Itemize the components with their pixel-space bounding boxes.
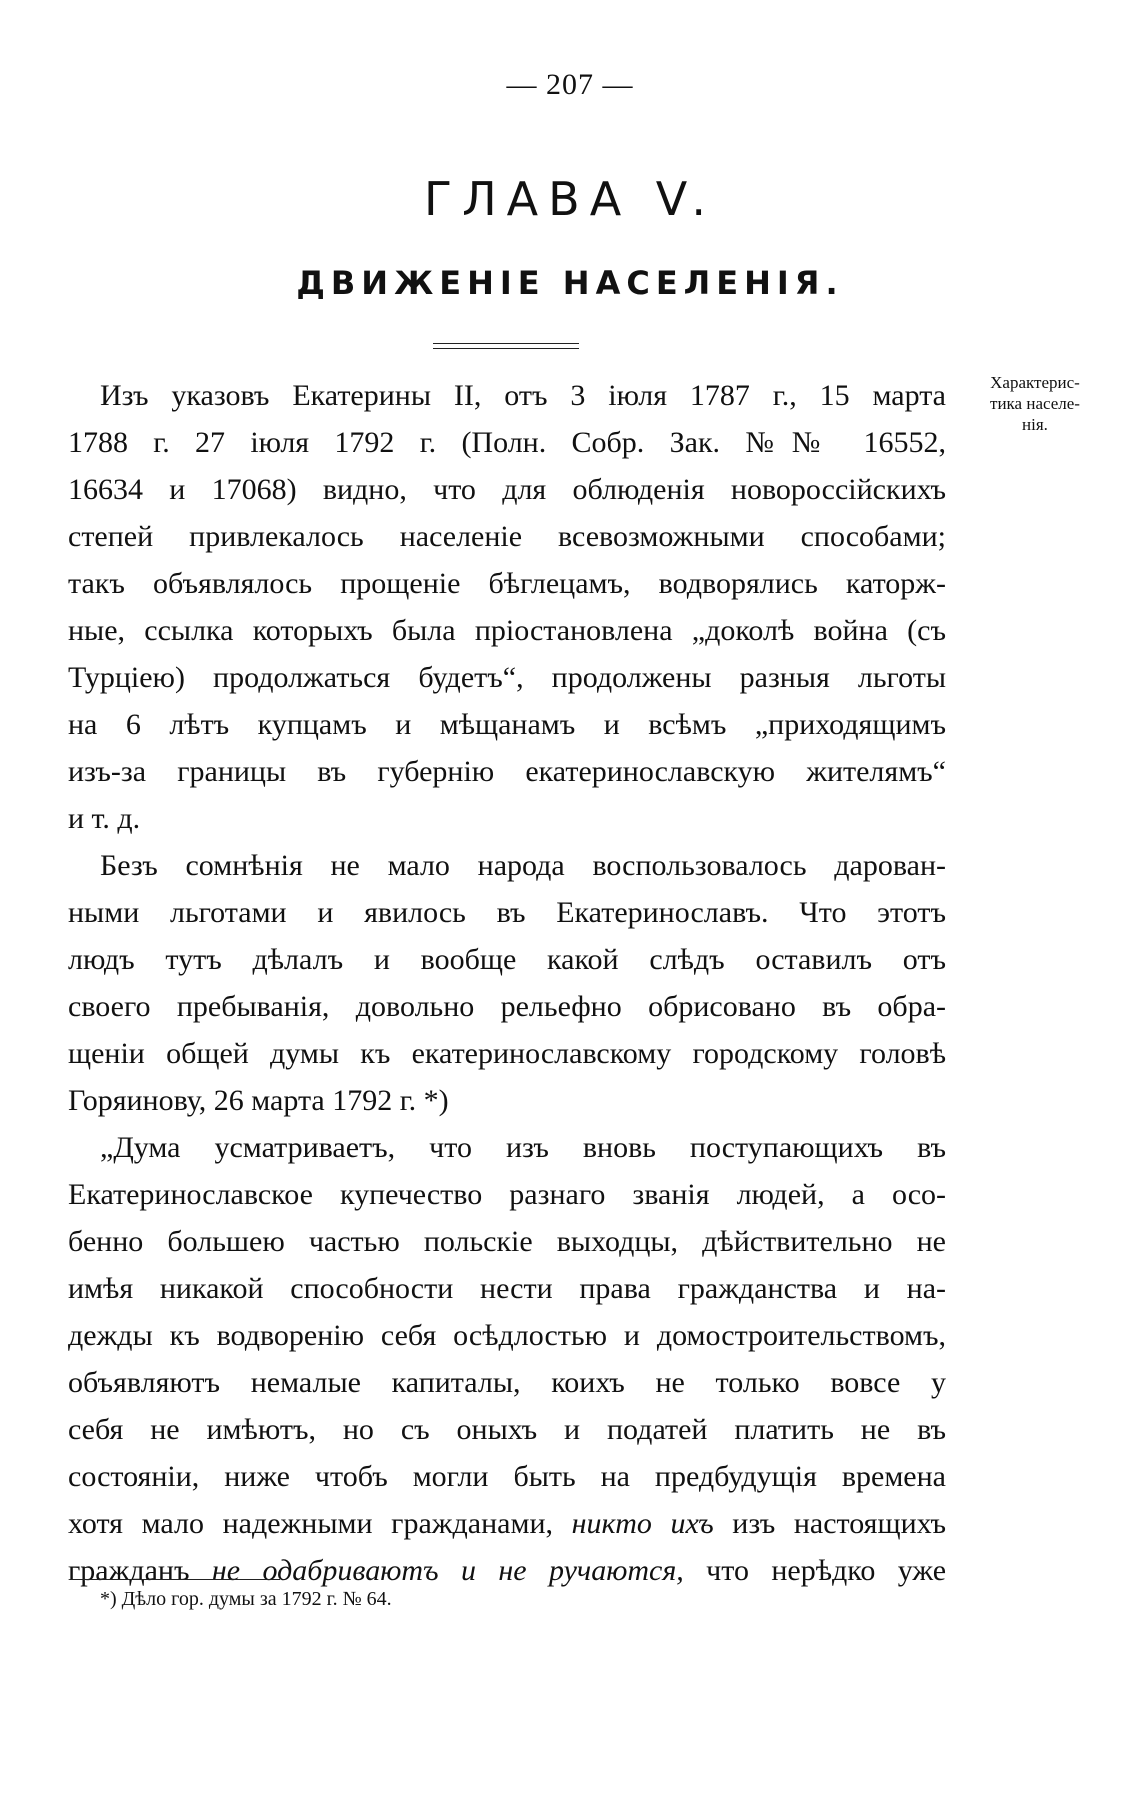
text-segment: что нерѣдко уже bbox=[683, 1554, 947, 1587]
chapter-title: ГЛАВА V. bbox=[424, 172, 716, 226]
text-line: степей привлекалось населеніе всевозможными способами; bbox=[68, 520, 946, 553]
text-line: ные, ссылка которыхъ была пріостановлена „доколѣ война (съ bbox=[68, 614, 946, 647]
text-line bbox=[68, 1500, 946, 1547]
text-line: и т. д. bbox=[68, 802, 141, 835]
footnote-rule bbox=[70, 1579, 280, 1580]
text-line: на 6 лѣтъ купцамъ и мѣщанамъ и всѣмъ „приходящимъ bbox=[68, 708, 946, 741]
text-line: своего пребыванія, довольно рельефно обрисовано въ обра- bbox=[68, 990, 946, 1023]
text-line: Турціею) продолжаться будетъ“, продолжены разныя льготы bbox=[68, 661, 946, 694]
text-segment: изъ настоящихъ bbox=[713, 1507, 947, 1540]
body-text bbox=[68, 372, 946, 1594]
text-segment: хотя мало надежными гражданами, bbox=[68, 1507, 572, 1540]
page-number: — 207 — bbox=[506, 68, 634, 101]
text-line: себя не имѣютъ, но съ оныхъ и податей платить не въ bbox=[68, 1413, 946, 1446]
text-line: Безъ сомнѣнія не мало народа воспользовалось дарован- bbox=[100, 849, 946, 882]
text-segment: гражданъ bbox=[68, 1554, 212, 1587]
text-line: 1788 г. 27 іюля 1792 г. (Полн. Собр. Зак. №№ 16552, bbox=[68, 426, 946, 459]
text-line: состояніи, ниже чтобъ могли быть на предбудущія времена bbox=[68, 1460, 946, 1493]
text-line: дежды къ водворенію себя осѣдлостью и домостроительствомъ, bbox=[68, 1319, 946, 1352]
text-line: Екатеринославское купечество разнаго званія людей, а осо- bbox=[68, 1178, 946, 1211]
text-line: изъ-за границы въ губернію екатеринославскую жителямъ“ bbox=[68, 755, 946, 788]
section-heading: ДВИЖЕНІЕ НАСЕЛЕНІЯ. bbox=[296, 264, 844, 302]
text-line: Горяинову, 26 марта 1792 г. *) bbox=[68, 1084, 449, 1117]
text-line: такъ объявлялось прощеніе бѣглецамъ, водворялись каторж- bbox=[68, 567, 946, 600]
text-line: „Дума усматриваетъ, что изъ вновь поступающихъ въ bbox=[100, 1131, 946, 1164]
italic-text: не одабриваютъ и не ручаются, bbox=[211, 1554, 684, 1587]
text-line: щеніи общей думы къ екатеринославскому городскому головѣ bbox=[68, 1037, 946, 1070]
text-line: ными льготами и явилось въ Екатеринославъ. Что этотъ bbox=[68, 896, 946, 929]
text-line: имѣя никакой способности нести права гражданства и на- bbox=[68, 1272, 946, 1305]
margin-note-line: Характерис- bbox=[990, 373, 1080, 392]
margin-note bbox=[960, 372, 1110, 435]
text-line: бенно большею частью польскіе выходцы, дѣйствительно не bbox=[68, 1225, 946, 1258]
text-line: людъ тутъ дѣлалъ и вообще какой слѣдъ оставилъ отъ bbox=[68, 943, 946, 976]
text-line: объявляютъ немалые капиталы, коихъ не только вовсе у bbox=[68, 1366, 946, 1399]
footnote: *) Дѣло гор. думы за 1792 г. № 64. bbox=[100, 1588, 392, 1610]
text-line: Изъ указовъ Екатерины II, отъ 3 іюля 1787 г., 15 марта bbox=[100, 379, 946, 412]
margin-note-line: нія. bbox=[1022, 415, 1048, 434]
italic-text: никто ихъ bbox=[571, 1507, 714, 1540]
text-line: 16634 и 17068) видно, что для облюденія новороссійскихъ bbox=[68, 473, 946, 506]
margin-note-line: тика населе- bbox=[990, 394, 1080, 413]
heading-rule bbox=[433, 343, 579, 349]
